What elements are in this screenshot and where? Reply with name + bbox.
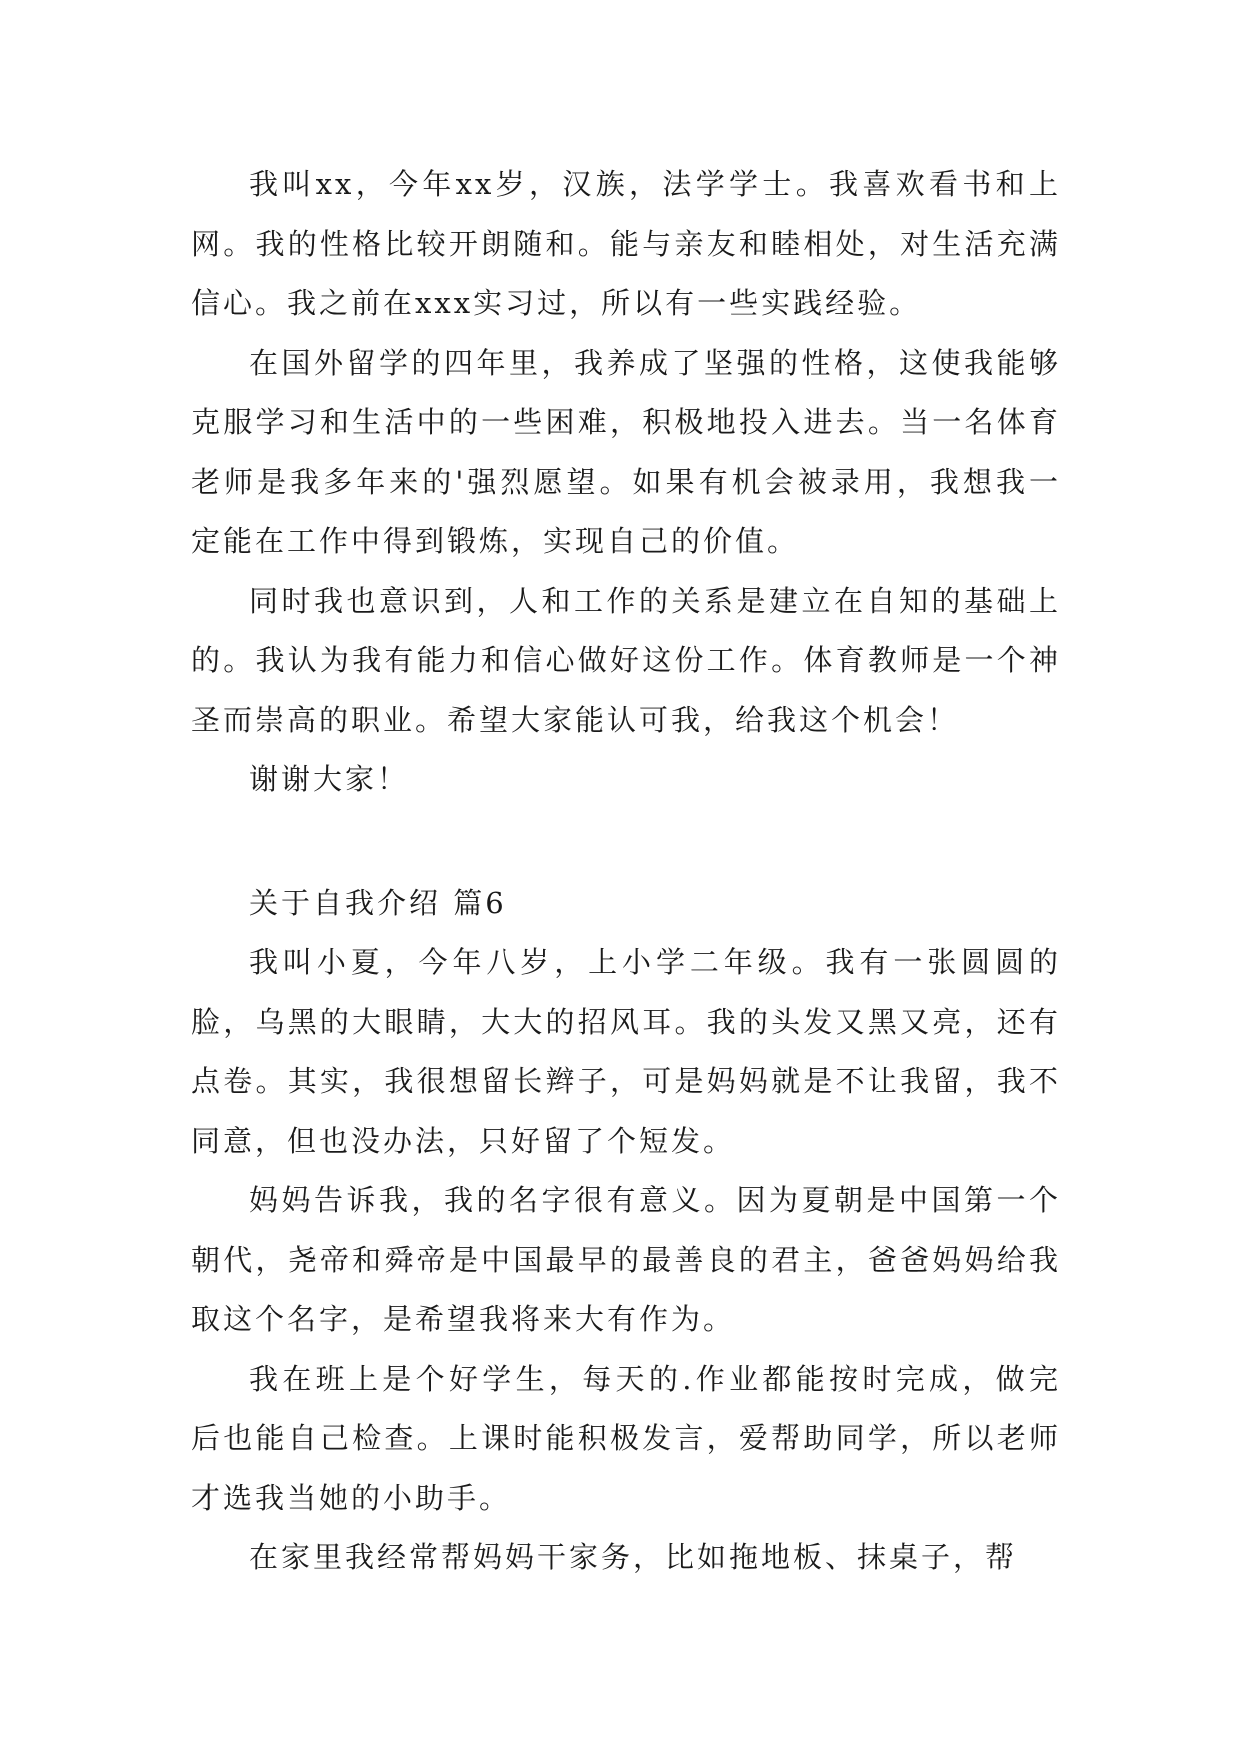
paragraph: 妈妈告诉我，我的名字很有意义。因为夏朝是中国第一个朝代，尧帝和舜帝是中国最早的最善良的君主，爸爸妈妈给我取这个名字，是希望我将来大有作为。: [191, 1183, 1061, 1336]
paragraph: 我叫小夏，今年八岁，上小学二年级。我有一张圆圆的脸，乌黑的大眼睛，大大的招风耳。我的头发又黑又亮，还有点卷。其实，我很想留长辫子，可是妈妈就是不让我留，我不同意，但也没办法，只好留了个短发。: [191, 945, 1061, 1158]
paragraph: 我叫xx，今年xx岁，汉族，法学学士。我喜欢看书和上网。我的性格比较开朗随和。能与亲友和睦相处，对生活充满信心。我之前在xxx实习过，所以有一些实践经验。: [191, 167, 1061, 320]
paragraph: 在国外留学的四年里，我养成了坚强的性格，这使我能够克服学习和生活中的一些困难，积极地投入进去。当一名体育老师是我多年来的'强烈愿望。如果有机会被录用，我想我一定能在工作中得到锻炼，实现自己的价值。: [191, 345, 1061, 558]
paragraph: 在家里我经常帮妈妈干家务，比如拖地板、抹桌子，帮: [249, 1540, 1018, 1574]
document-body: [191, 155, 1061, 1588]
section-heading: 关于自我介绍 篇6: [249, 885, 507, 920]
paragraph: 我在班上是个好学生，每天的.作业都能按时完成，做完后也能自己检查。上课时能积极发言，爱帮助同学，所以老师才选我当她的小助手。: [191, 1361, 1061, 1515]
paragraph: 同时我也意识到，人和工作的关系是建立在自知的基础上的。我认为我有能力和信心做好这份工作。体育教师是一个神圣而崇高的职业。希望大家能认可我，给我这个机会！: [191, 583, 1061, 737]
paragraph: 谢谢大家！: [249, 762, 410, 796]
